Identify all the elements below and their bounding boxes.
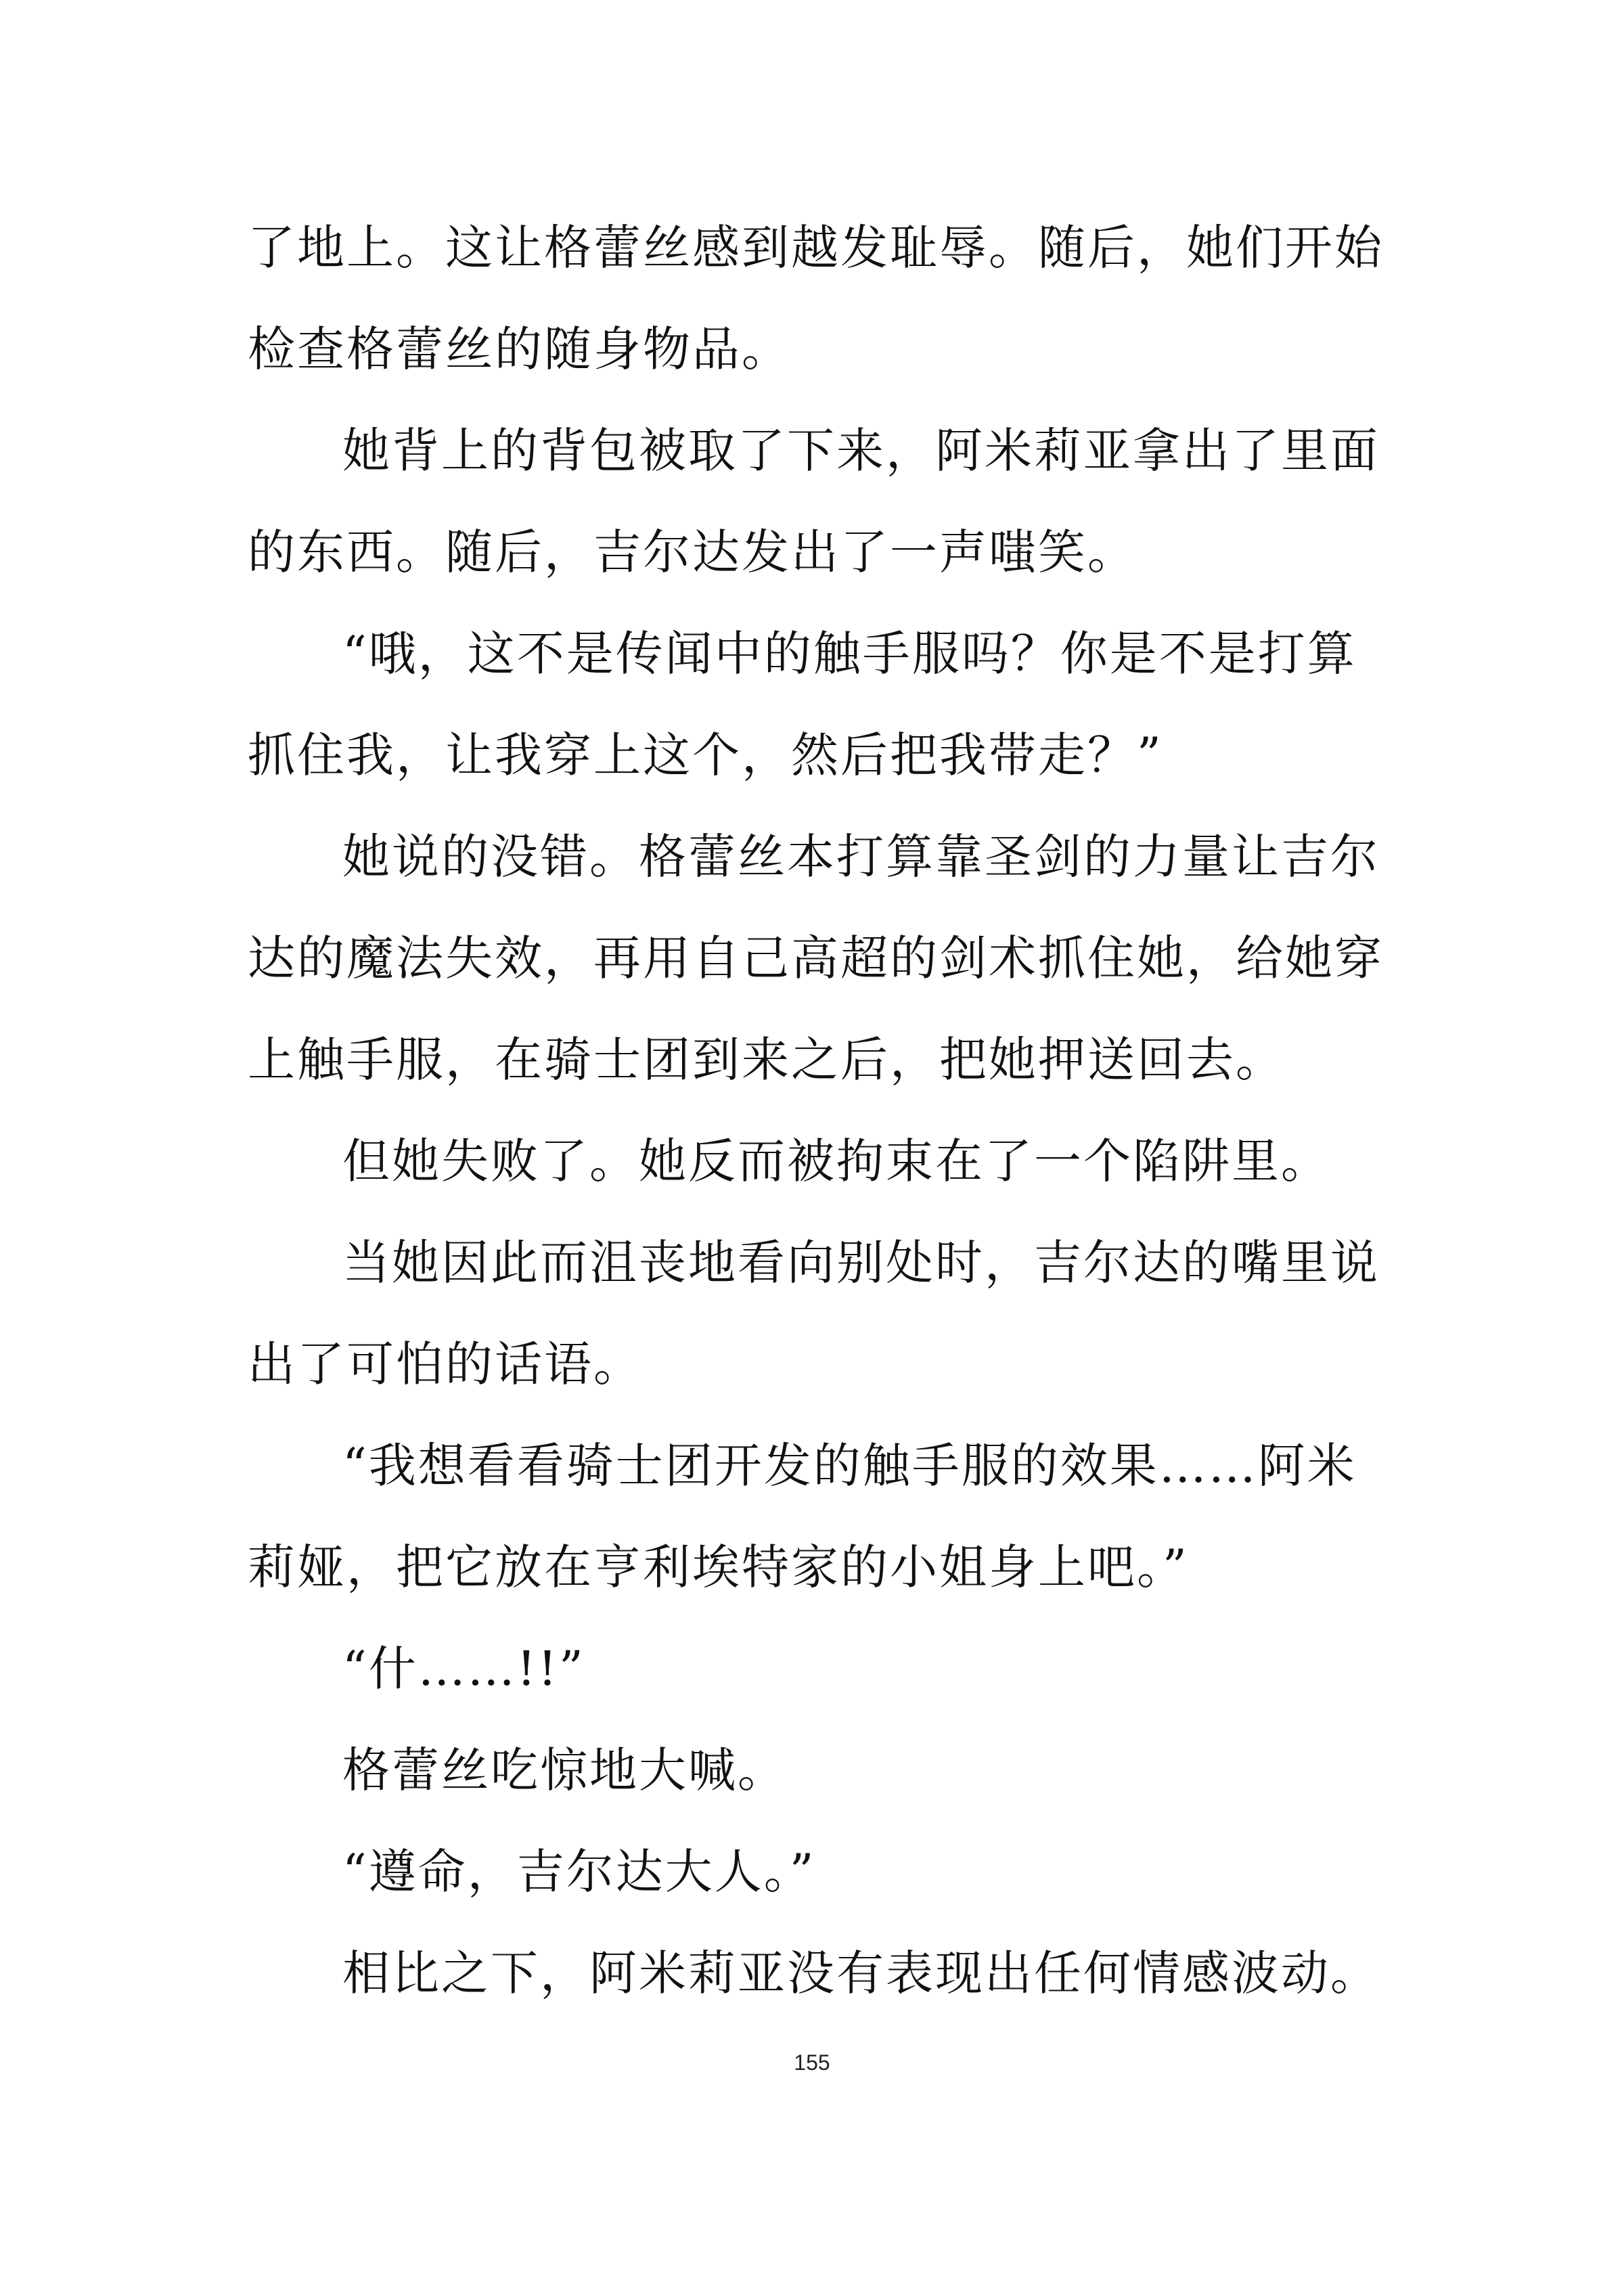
text-line: 但她失败了。她反而被拘束在了一个陷阱里。 xyxy=(342,1133,1330,1189)
page-number: 155 xyxy=(794,2050,830,2075)
text-line: 莉娅，把它放在亨利埃特家的小姐身上吧。” xyxy=(248,1539,1189,1595)
text-line: “遵命，吉尔达大人。” xyxy=(342,1844,816,1899)
text-line: 上触手服，在骑士团到来之后，把她押送回去。 xyxy=(248,1032,1285,1087)
text-line: “我想看看骑士团开发的触手服的效果……阿米 xyxy=(342,1438,1357,1493)
text-line: 出了可怕的话语。 xyxy=(248,1336,643,1392)
text-line: 她说的没错。格蕾丝本打算靠圣剑的力量让吉尔 xyxy=(342,829,1380,884)
text-line: 了地上。这让格蕾丝感到越发耻辱。随后，她们开始 xyxy=(248,220,1384,275)
text-line: 她背上的背包被取了下来，阿米莉亚拿出了里面 xyxy=(342,423,1380,478)
text-line: 格蕾丝吃惊地大喊。 xyxy=(342,1742,787,1798)
text-line: 抓住我，让我穿上这个，然后把我带走？” xyxy=(248,727,1163,783)
text-line: “哦，这不是传闻中的触手服吗？你是不是打算 xyxy=(342,626,1357,681)
text-line: 达的魔法失效，再用自己高超的剑术抓住她，给她穿 xyxy=(248,930,1384,986)
text-line: 检查格蕾丝的随身物品。 xyxy=(248,321,791,377)
text-line: “什……!!” xyxy=(342,1641,585,1696)
text-line: 当她因此而沮丧地看向别处时，吉尔达的嘴里说 xyxy=(342,1235,1380,1290)
text-line: 的东西。随后，吉尔达发出了一声嗤笑。 xyxy=(248,524,1137,580)
text-line: 相比之下，阿米莉亚没有表现出任何情感波动。 xyxy=(342,1945,1380,2001)
